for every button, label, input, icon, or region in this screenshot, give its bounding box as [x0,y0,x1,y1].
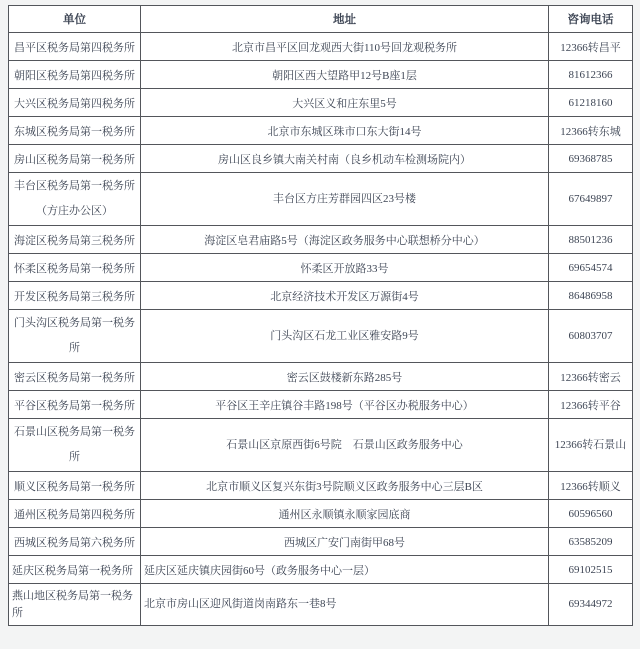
table-row [9,391,633,419]
table-row [9,173,633,226]
table-row [9,584,633,626]
column-header-unit: 单位 [9,6,141,33]
cell-phone: 69654574 [549,254,633,282]
cell-unit: 石景山区税务局第一税务所 [9,419,141,472]
table-row [9,145,633,173]
cell-phone: 12366转昌平 [549,33,633,61]
cell-phone: 12366转东城 [549,117,633,145]
cell-address: 北京市东城区珠市口东大街14号 [141,117,549,145]
cell-phone: 86486958 [549,282,633,310]
table-row [9,61,633,89]
table-row [9,500,633,528]
cell-address: 房山区良乡镇大南关村南（良乡机动车检测场院内） [141,145,549,173]
table-row [9,556,633,584]
cell-phone: 69368785 [549,145,633,173]
cell-unit: 怀柔区税务局第一税务所 [9,254,141,282]
cell-address: 延庆区延庆镇庆园街60号（政务服务中心一层） [141,556,549,584]
cell-phone: 61218160 [549,89,633,117]
table-row [9,419,633,472]
cell-address: 西城区广安门南街甲68号 [141,528,549,556]
cell-address: 北京市昌平区回龙观西大街110号回龙观税务所 [141,33,549,61]
cell-unit: 昌平区税务局第四税务所 [9,33,141,61]
cell-phone: 12366转石景山 [549,419,633,472]
cell-phone: 60803707 [549,310,633,363]
cell-unit: 丰台区税务局第一税务所（方庄办公区） [9,173,141,226]
cell-phone: 12366转密云 [549,363,633,391]
cell-phone: 12366转顺义 [549,472,633,500]
cell-phone: 88501236 [549,226,633,254]
table-header [9,6,633,33]
table-row [9,472,633,500]
cell-address: 北京市顺义区复兴东街3号院顺义区政务服务中心三层B区 [141,472,549,500]
cell-phone: 69344972 [549,584,633,626]
column-header-phone: 咨询电话 [549,6,633,33]
table-row [9,254,633,282]
table-row [9,89,633,117]
cell-phone: 67649897 [549,173,633,226]
cell-unit: 西城区税务局第六税务所 [9,528,141,556]
cell-unit: 平谷区税务局第一税务所 [9,391,141,419]
cell-unit: 延庆区税务局第一税务所 [9,556,141,584]
cell-address: 平谷区王辛庄镇谷丰路198号（平谷区办税服务中心） [141,391,549,419]
table-row [9,363,633,391]
column-header-address: 地址 [141,6,549,33]
cell-unit: 顺义区税务局第一税务所 [9,472,141,500]
cell-address: 海淀区皂君庙路5号（海淀区政务服务中心联想桥分中心） [141,226,549,254]
table-row [9,310,633,363]
cell-unit: 朝阳区税务局第四税务所 [9,61,141,89]
cell-address: 石景山区京原西街6号院 石景山区政务服务中心 [141,419,549,472]
table-row [9,33,633,61]
table-row [9,117,633,145]
cell-unit: 大兴区税务局第四税务所 [9,89,141,117]
header-row [9,6,633,33]
cell-unit: 燕山地区税务局第一税务所 [9,584,141,626]
cell-address: 朝阳区西大望路甲12号B座1层 [141,61,549,89]
table-row [9,226,633,254]
cell-unit: 海淀区税务局第三税务所 [9,226,141,254]
table-body [9,33,633,626]
cell-address: 通州区永顺镇永顺家园底商 [141,500,549,528]
cell-address: 密云区鼓楼新东路285号 [141,363,549,391]
cell-address: 大兴区义和庄东里5号 [141,89,549,117]
table-row [9,528,633,556]
cell-phone: 81612366 [549,61,633,89]
cell-unit: 门头沟区税务局第一税务所 [9,310,141,363]
cell-address: 北京市房山区迎风街道岗南路东一巷8号 [141,584,549,626]
cell-address: 门头沟区石龙工业区雅安路9号 [141,310,549,363]
cell-unit: 东城区税务局第一税务所 [9,117,141,145]
cell-unit: 密云区税务局第一税务所 [9,363,141,391]
cell-phone: 69102515 [549,556,633,584]
cell-phone: 12366转平谷 [549,391,633,419]
cell-unit: 通州区税务局第四税务所 [9,500,141,528]
cell-unit: 开发区税务局第三税务所 [9,282,141,310]
cell-address: 怀柔区开放路33号 [141,254,549,282]
cell-phone: 60596560 [549,500,633,528]
cell-address: 丰台区方庄芳群园四区23号楼 [141,173,549,226]
cell-phone: 63585209 [549,528,633,556]
table-row [9,282,633,310]
document-sheet [8,5,633,626]
cell-address: 北京经济技术开发区万源街4号 [141,282,549,310]
tax-office-table [8,5,633,626]
cell-unit: 房山区税务局第一税务所 [9,145,141,173]
